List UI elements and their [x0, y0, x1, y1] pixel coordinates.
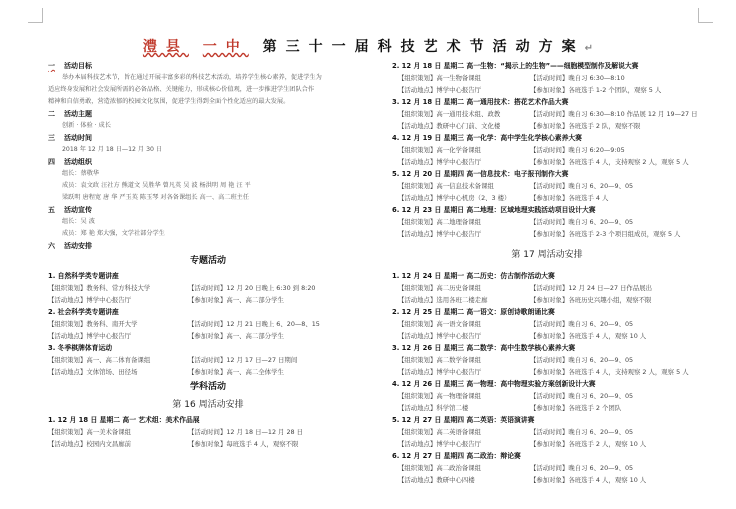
section-heading-theme: 二 活动主题	[48, 110, 92, 118]
activity-title: 1. 自然科学类专题讲座	[48, 272, 119, 280]
activity-detail-row: 【组织策划】教务科、南开大学 【活动时间】12 月 21 日晚上 6、20—8、15	[48, 320, 320, 328]
activity-detail-row: 【组织策划】高一美术备课组 【活动时间】12 月 18 日—12 月 28 日	[48, 428, 304, 436]
document-title	[0, 36, 736, 56]
section-heading-time: 三 活动时间	[48, 134, 92, 142]
goal-text-line: 适应终身发展和社会发展所需的必备品格、关键能力，形成核心价值观，进一步推进学生团队合作	[48, 86, 315, 93]
title-school-county: 澧县	[142, 39, 189, 55]
activity-detail-row: 【活动地点】博学中心报告厅 【参加对象】高一、高二部分学生	[48, 332, 284, 340]
organization-line: 梁跃明 唐程宽 唐 华 严玉英 陈玉琴 对各备课组长 高一、高二班主任	[62, 194, 250, 201]
activity-detail-row: 【活动地点】博学中心报告厅 【参加对象】各班选手 4 人，观察 10 人	[398, 332, 647, 340]
publicity-line: 成员：郑 艳 郑大强，文学社部分学生	[62, 230, 165, 237]
activity-title: 2. 社会科学类专题讲座	[48, 308, 119, 316]
organization-line: 成员：袁文政 汪社方 熊道文 吴胜华 曾凡英 吴 波 杨洪明 周 艳 汪 平	[62, 182, 251, 189]
organization-line: 组长：蔡敬华	[62, 170, 100, 177]
activity-title: 3. 12 月 18 日 星期二 高一通用技术：搭花艺术作品大赛	[392, 98, 569, 106]
crop-mark-top-left	[28, 8, 43, 23]
goal-text-line: 精神和自信勇敢，营造浓郁的校园文化氛围，促进学生得到全面个性化适应的最大发展。	[48, 98, 290, 105]
activity-detail-row: 【活动地点】博学中心报告厅 【参加对象】各班选手 2 人，观察 10 人	[398, 440, 647, 448]
activity-detail-row: 【组织策划】高一信息技术备课组 【活动时间】晚自习 6、20—9、05	[398, 182, 634, 190]
right-column	[392, 60, 702, 486]
activity-title: 3. 冬季棋牌体育运动	[48, 344, 113, 352]
activity-detail-row: 【活动地点】校园内文昌廊前 【参加对象】每班选手 4 人，观察不限	[48, 440, 299, 448]
left-column	[48, 60, 368, 450]
activity-title: 1. 12 月 18 日 星期二 高一 艺术组：美术作品展	[48, 416, 200, 424]
paragraph-mark-icon: ↵	[584, 43, 594, 54]
section-heading-publicity: 五 活动宣传	[48, 206, 92, 214]
activity-detail-row: 【活动地点】教研中心门前、文化楼 【参加对象】各班选手 2 队，观察不限	[398, 122, 641, 130]
special-activities-heading: 专题活动	[189, 256, 226, 266]
activity-title: 6. 12 月 23 日 星期日 高二地理：区域地理实践活动项目设计大赛	[392, 206, 596, 214]
title-school: 一中	[202, 39, 249, 55]
activity-detail-row: 【组织策划】高一、高二体育备课组 【活动时间】12 月 17 日—27 日期间	[48, 356, 298, 364]
activity-title: 3. 12 月 26 日 星期三 高二数学：高中生数学核心素养大赛	[392, 344, 576, 352]
publicity-line: 组长：吴 波	[62, 218, 95, 225]
activity-detail-row: 【活动地点】博学中心报告厅 【参加对象】各班选手 4 人，支持观察 2 人，观察 5 人	[398, 158, 689, 166]
activity-detail-row: 【组织策划】高一通用技术组、政教 【活动时间】晚自习 6:30—8:10 作品展 12 月 19—27 日	[398, 110, 698, 118]
activity-detail-row: 【活动地点】博学中心报告厅 【参加对象】各班选手 1-2 个团队，观察 5 人	[398, 86, 662, 94]
activity-detail-row: 【组织策划】高一语文备课组 【活动时间】晚自习 6、20—9、05	[398, 320, 634, 328]
activity-title: 4. 12 月 26 日 星期三 高一物理：高中物理实验方案创新设计大赛	[392, 380, 596, 388]
goal-text-line: 举办本届科技艺术节，旨在通过开展丰富多彩的科技艺术活动，培养学生核心素养，促进学生为	[62, 74, 322, 81]
activity-title: 1. 12 月 24 日 星期一 高二历史：仿古制作活动大赛	[392, 272, 555, 280]
activity-title: 5. 12 月 20 日 星期四 高一信息技术：电子报刊制作大赛	[392, 170, 569, 178]
section-heading-organization: 四 活动组织	[48, 158, 92, 166]
title-event: 第三十一届科技艺术节活动方案	[262, 39, 585, 55]
activity-detail-row: 【活动地点】博学中心报告厅 【参加对象】各班选手 4 人，支持观察 2 人，观察 5 人	[398, 368, 689, 376]
subject-activities-heading: 学科活动	[189, 382, 226, 392]
time-text: 2018 年 12 月 18 日—12 月 30 日	[62, 146, 163, 153]
activity-title: 6. 12 月 27 日 星期四 高二政治：辩论赛	[392, 452, 521, 460]
theme-text: 创新 · 体验 · 成长	[62, 122, 111, 129]
activity-detail-row: 【活动地点】博学中心机房（2、3 楼） 【参加对象】各班选手 4 人	[398, 194, 609, 202]
activity-detail-row: 【活动地点】教研中心四楼 【参加对象】各班选手 4 人，观察 10 人	[398, 476, 647, 484]
activity-detail-row: 【组织策划】高二政治备课组 【活动时间】晚自习 6、20—9、05	[398, 464, 634, 472]
activity-detail-row: 【组织策划】高二历史备课组 【活动时间】12 月 24 日—27 日作品展出	[398, 284, 652, 292]
activity-detail-row: 【活动地点】选用各班二楼走廊 【参加对象】各班历史兴趣小组，观察不限	[398, 296, 652, 304]
activity-detail-row: 【组织策划】教务科、常方科技大学 【活动时间】12 月 20 日晚上 6:30 到 8:20	[48, 284, 316, 292]
section-heading-goal: 一 活动目标	[48, 62, 92, 70]
activity-detail-row: 【活动地点】科学馆二楼 【参加对象】各班选手 2 个团队	[398, 404, 622, 412]
activity-title: 2. 12 月 18 日 星期二 高一生物：“揭示上的生物”——细胞模型制作及解说大赛	[392, 62, 639, 70]
activity-detail-row: 【组织策划】高一化学备课组 【活动时间】晚自习 6:20—9:05	[398, 146, 625, 154]
activity-detail-row: 【活动地点】博学中心报告厅 【参加对象】各班选手 2-3 个项目组成员，观察 5 人	[398, 230, 681, 238]
week-16-heading: 第 16 周活动安排	[172, 400, 244, 410]
activity-detail-row: 【活动地点】博学中心报告厅 【参加对象】高一、高二部分学生	[48, 296, 284, 304]
activity-detail-row: 【组织策划】高二数学备课组 【活动时间】晚自习 6、20—9、05	[398, 356, 634, 364]
activity-title: 5. 12 月 27 日 星期四 高二英语：英语演讲赛	[392, 416, 535, 424]
activity-title: 2. 12 月 25 日 星期二 高一语文：原创诗歌朗诵比赛	[392, 308, 555, 316]
activity-detail-row: 【组织策划】高一生物备课组 【活动时间】晚自习 6:30—8:10	[398, 74, 625, 82]
crop-mark-top-right	[698, 8, 713, 23]
activity-detail-row: 【组织策划】高二地理备课组 【活动时间】晚自习 6、20—9、05	[398, 218, 634, 226]
section-heading-schedule: 六 活动安排	[48, 242, 92, 250]
activity-detail-row: 【组织策划】高一物理备课组 【活动时间】晚自习 6、20—9、05	[398, 392, 634, 400]
activity-detail-row: 【活动地点】文体馆场、田径场 【参加对象】高一、高二全体学生	[48, 368, 284, 376]
week-17-heading: 第 17 周活动安排	[511, 250, 583, 260]
activity-title: 4. 12 月 19 日 星期三 高一化学：高中学生化学核心素养大赛	[392, 134, 582, 142]
activity-detail-row: 【组织策划】高二英语备课组 【活动时间】晚自习 6、20—9、05	[398, 428, 634, 436]
